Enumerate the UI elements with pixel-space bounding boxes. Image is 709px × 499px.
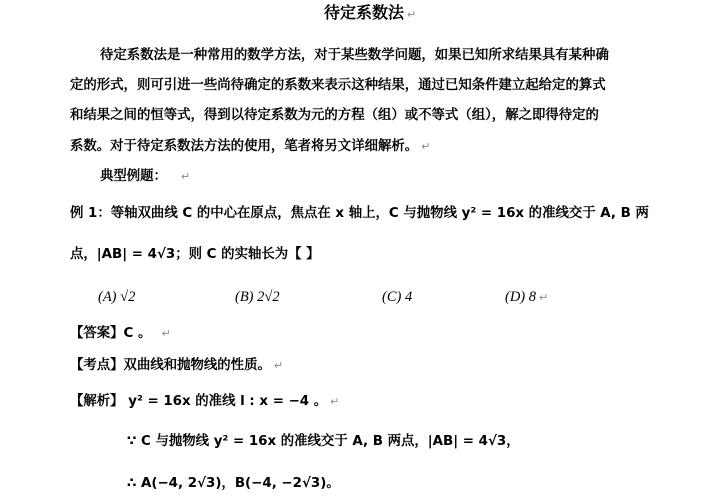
paragraph-mark: ↵ xyxy=(273,359,284,372)
intro-line-4 xyxy=(70,138,430,156)
example-line-1: 例 1：等轴双曲线 C 的中心在原点，焦点在 x 轴上，C 与抛物线 y² = 16x 的准线交于 A, B 两 xyxy=(70,206,649,221)
option-d-text: (D) 8 xyxy=(505,289,537,305)
intro-line-4-text: 系数。对于待定系数法方法的使用，笔者将另文详细解析。 xyxy=(70,139,419,154)
analysis-line-3: ∴ A(−4, 2√3)，B(−4, −2√3)。 xyxy=(127,476,340,491)
topic-line xyxy=(70,357,283,375)
answer-line xyxy=(70,325,171,343)
analysis-line-1-text: 【解析】 y² = 16x 的准线 l : x = −4 。 xyxy=(70,394,328,409)
paragraph-mark: ↵ xyxy=(180,170,191,183)
paragraph-mark: ↵ xyxy=(407,8,417,21)
option-d xyxy=(505,288,548,307)
analysis-line-1 xyxy=(70,393,339,411)
intro-line-2: 定的形式，则可引进一些尚待确定的系数来表示这种结果，通过已知条件建立起给定的算式 xyxy=(70,78,606,93)
option-b: (B) 2√2 xyxy=(235,289,280,305)
intro-line-3: 和结果之间的恒等式，得到以待定系数为元的方程（组）或不等式（组），解之即得待定的 xyxy=(70,108,599,123)
answer-text: 【答案】C 。 xyxy=(70,326,152,341)
section-heading xyxy=(100,168,190,186)
section-heading-text: 典型例题： xyxy=(100,169,167,184)
document-title xyxy=(324,4,416,24)
analysis-line-2: ∵ C 与抛物线 y² = 16x 的准线交于 A, B 两点，|AB| = 4√3， xyxy=(127,434,520,449)
option-a: (A) √2 xyxy=(98,289,136,305)
topic-text: 【考点】双曲线和抛物线的性质。 xyxy=(70,358,271,373)
intro-line-1: 待定系数法是一种常用的数学方法，对于某些数学问题，如果已知所求结果具有某种确 xyxy=(100,48,609,63)
paragraph-mark: ↵ xyxy=(421,140,431,153)
paragraph-mark: ↵ xyxy=(539,291,549,304)
example-line-2: 点，|AB| = 4√3；则 C 的实轴长为【 】 xyxy=(70,247,320,262)
title-text: 待定系数法 xyxy=(324,3,405,22)
paragraph-mark: ↵ xyxy=(330,395,340,408)
option-c: (C) 4 xyxy=(382,289,413,305)
paragraph-mark: ↵ xyxy=(161,327,171,340)
